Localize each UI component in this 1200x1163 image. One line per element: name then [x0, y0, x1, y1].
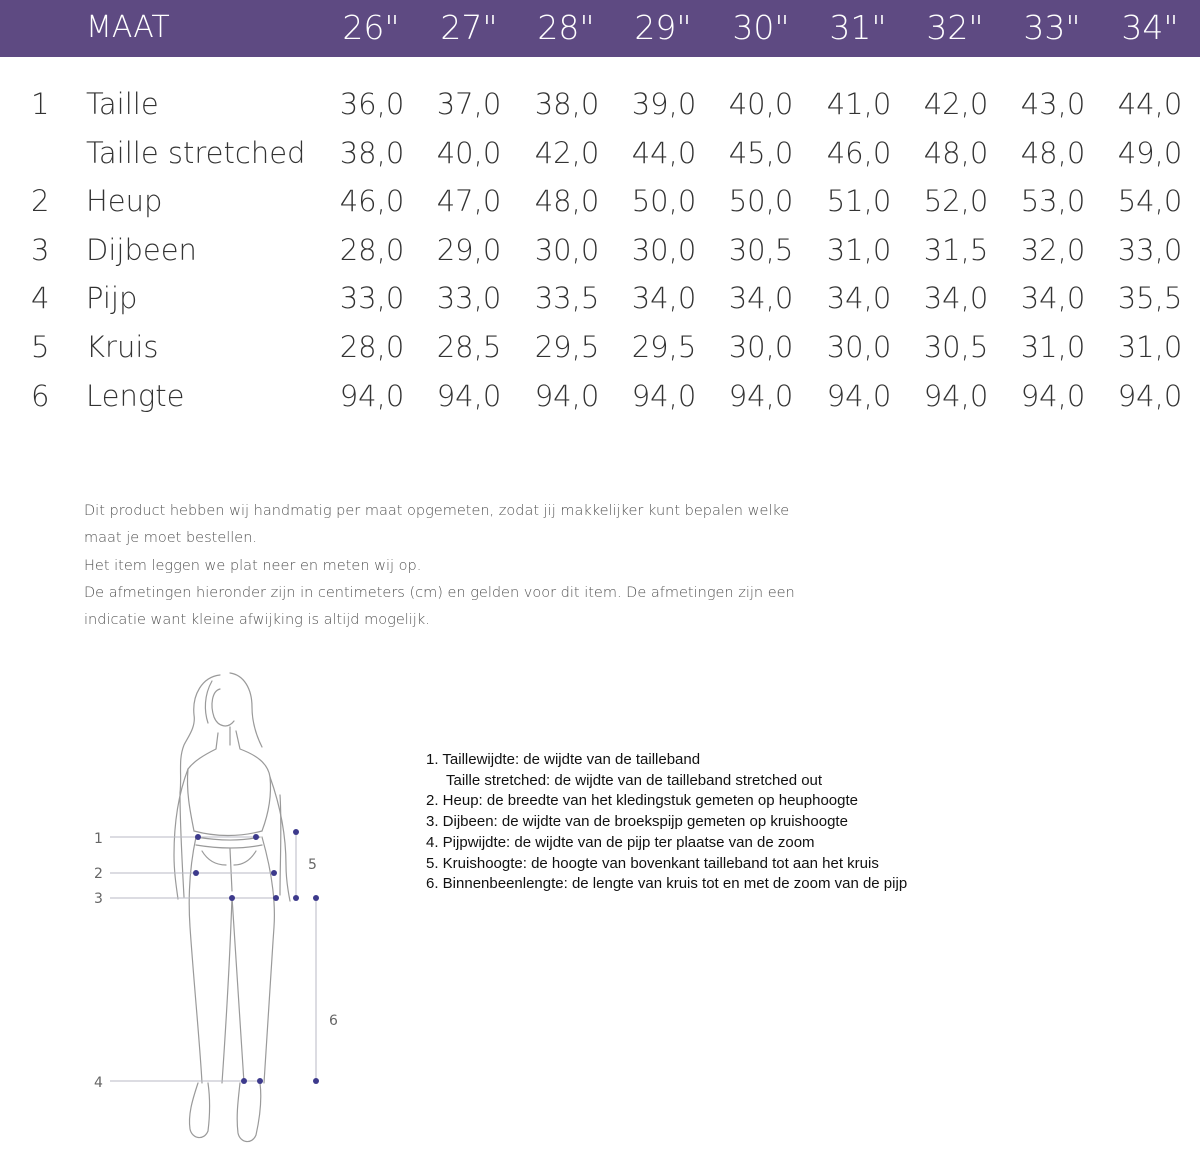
table-cell: 30,0	[728, 330, 794, 364]
table-cell: 31,0	[1117, 330, 1183, 364]
legend-item: 6. Binnenbeenlengte: de lengte van kruis tot en met de zoom van de pijp	[426, 875, 908, 893]
row-number: 6	[31, 379, 50, 413]
header-size: 29"	[634, 8, 692, 47]
table-cell: 48,0	[1020, 136, 1086, 170]
table-cell: 44,0	[1117, 87, 1183, 121]
table-cell: 94,0	[826, 379, 892, 413]
legend-item: Taille stretched: de wijdte van de tailleband stretched out	[446, 771, 823, 789]
table-cell: 54,0	[1117, 184, 1183, 218]
intro-text	[84, 498, 804, 634]
figure-label-2: 2	[94, 866, 103, 882]
header-size: 30"	[732, 8, 790, 47]
table-cell: 29,0	[436, 233, 502, 267]
figure-outline	[174, 673, 290, 1142]
table-cell: 28,5	[436, 330, 502, 364]
figure-label-4: 4	[94, 1075, 103, 1091]
size-table-header	[0, 0, 1200, 57]
table-row	[0, 82, 1200, 126]
row-label: Kruis	[86, 330, 159, 364]
header-size: 33"	[1023, 8, 1081, 47]
table-cell: 49,0	[1117, 136, 1183, 170]
table-cell: 32,0	[1020, 233, 1086, 267]
table-cell: 34,0	[826, 281, 892, 315]
table-row	[0, 131, 1200, 175]
row-label: Dijbeen	[86, 233, 197, 267]
table-cell: 94,0	[1020, 379, 1086, 413]
figure-labels	[94, 831, 338, 1091]
row-number: 4	[31, 281, 50, 315]
intro-line: Het item leggen we plat neer en meten wij op.	[84, 557, 422, 574]
table-cell: 39,0	[631, 87, 697, 121]
header-size: 26"	[342, 8, 400, 47]
table-cell: 45,0	[728, 136, 794, 170]
table-cell: 52,0	[923, 184, 989, 218]
header-maat-label: MAAT	[86, 10, 170, 45]
table-cell: 30,0	[631, 233, 697, 267]
row-label: Taille	[86, 87, 159, 121]
table-cell: 34,0	[728, 281, 794, 315]
header-size: 28"	[537, 8, 595, 47]
table-cell: 29,5	[534, 330, 600, 364]
table-cell: 42,0	[534, 136, 600, 170]
table-row	[0, 179, 1200, 223]
header-size: 32"	[926, 8, 984, 47]
table-cell: 42,0	[923, 87, 989, 121]
measure-lines	[110, 832, 316, 1081]
figure-label-3: 3	[94, 891, 103, 907]
header-size: 27"	[440, 8, 498, 47]
table-cell: 40,0	[728, 87, 794, 121]
measure-points	[193, 829, 319, 1084]
row-label: Heup	[86, 184, 163, 218]
table-cell: 33,0	[1117, 233, 1183, 267]
table-cell: 43,0	[1020, 87, 1086, 121]
header-size: 31"	[829, 8, 887, 47]
figure-label-6: 6	[329, 1013, 338, 1029]
table-cell: 44,0	[631, 136, 697, 170]
legend-item: 4. Pijpwijdte: de wijdte van de pijp ter plaatse van de zoom	[426, 833, 815, 851]
table-cell: 50,0	[631, 184, 697, 218]
header-size: 34"	[1121, 8, 1179, 47]
legend-item: 5. Kruishoogte: de hoogte van bovenkant tailleband tot aan het kruis	[426, 854, 879, 872]
row-label: Lengte	[86, 379, 185, 413]
table-cell: 46,0	[826, 136, 892, 170]
table-row	[0, 228, 1200, 272]
table-cell: 30,5	[728, 233, 794, 267]
table-cell: 94,0	[436, 379, 502, 413]
measurement-legend	[426, 750, 1126, 895]
table-cell: 34,0	[923, 281, 989, 315]
table-cell: 94,0	[728, 379, 794, 413]
table-row	[0, 325, 1200, 369]
table-cell: 33,5	[534, 281, 600, 315]
table-cell: 28,0	[339, 233, 405, 267]
table-cell: 33,0	[436, 281, 502, 315]
table-cell: 35,5	[1117, 281, 1183, 315]
table-cell: 94,0	[534, 379, 600, 413]
row-number: 3	[31, 233, 50, 267]
legend-item: 2. Heup: de breedte van het kledingstuk gemeten op heuphoogte	[426, 792, 858, 810]
table-cell: 51,0	[826, 184, 892, 218]
table-cell: 94,0	[339, 379, 405, 413]
table-cell: 31,0	[826, 233, 892, 267]
table-cell: 30,5	[923, 330, 989, 364]
table-cell: 31,5	[923, 233, 989, 267]
table-cell: 38,0	[339, 136, 405, 170]
table-cell: 28,0	[339, 330, 405, 364]
table-cell: 33,0	[339, 281, 405, 315]
table-cell: 50,0	[728, 184, 794, 218]
intro-line: maat je moet bestellen.	[84, 530, 258, 547]
table-cell: 48,0	[534, 184, 600, 218]
intro-line: indicatie want kleine afwijking is altijd mogelijk.	[84, 612, 430, 629]
table-cell: 34,0	[1020, 281, 1086, 315]
table-cell: 40,0	[436, 136, 502, 170]
row-label: Pijp	[86, 281, 138, 315]
row-number: 2	[31, 184, 50, 218]
table-cell: 36,0	[339, 87, 405, 121]
table-cell: 37,0	[436, 87, 502, 121]
intro-line: Dit product hebben wij handmatig per maat opgemeten, zodat jij makkelijker kunt bepalen welke	[84, 503, 790, 519]
table-cell: 38,0	[534, 87, 600, 121]
figure-label-5: 5	[308, 857, 317, 873]
row-number: 5	[31, 330, 50, 364]
legend-item: 3. Dijbeen: de wijdte van de broekspijp gemeten op kruishoogte	[426, 813, 848, 831]
table-cell: 34,0	[631, 281, 697, 315]
table-row	[0, 276, 1200, 320]
measurement-figure	[80, 665, 380, 1160]
table-cell: 41,0	[826, 87, 892, 121]
table-cell: 30,0	[826, 330, 892, 364]
row-label: Taille stretched	[86, 136, 306, 170]
row-number: 1	[31, 87, 50, 121]
table-cell: 94,0	[1117, 379, 1183, 413]
table-cell: 47,0	[436, 184, 502, 218]
table-cell: 29,5	[631, 330, 697, 364]
table-cell: 48,0	[923, 136, 989, 170]
table-cell: 53,0	[1020, 184, 1086, 218]
table-cell: 46,0	[339, 184, 405, 218]
table-cell: 94,0	[923, 379, 989, 413]
figure-label-1: 1	[94, 831, 103, 847]
table-row	[0, 374, 1200, 418]
table-cell: 30,0	[534, 233, 600, 267]
legend-item: 1. Taillewijdte: de wijdte van de tailleband	[426, 751, 701, 768]
table-cell: 94,0	[631, 379, 697, 413]
table-cell: 31,0	[1020, 330, 1086, 364]
intro-line: De afmetingen hieronder zijn in centimeters (cm) en gelden voor dit item. De afmetingen zijn een	[84, 584, 795, 601]
